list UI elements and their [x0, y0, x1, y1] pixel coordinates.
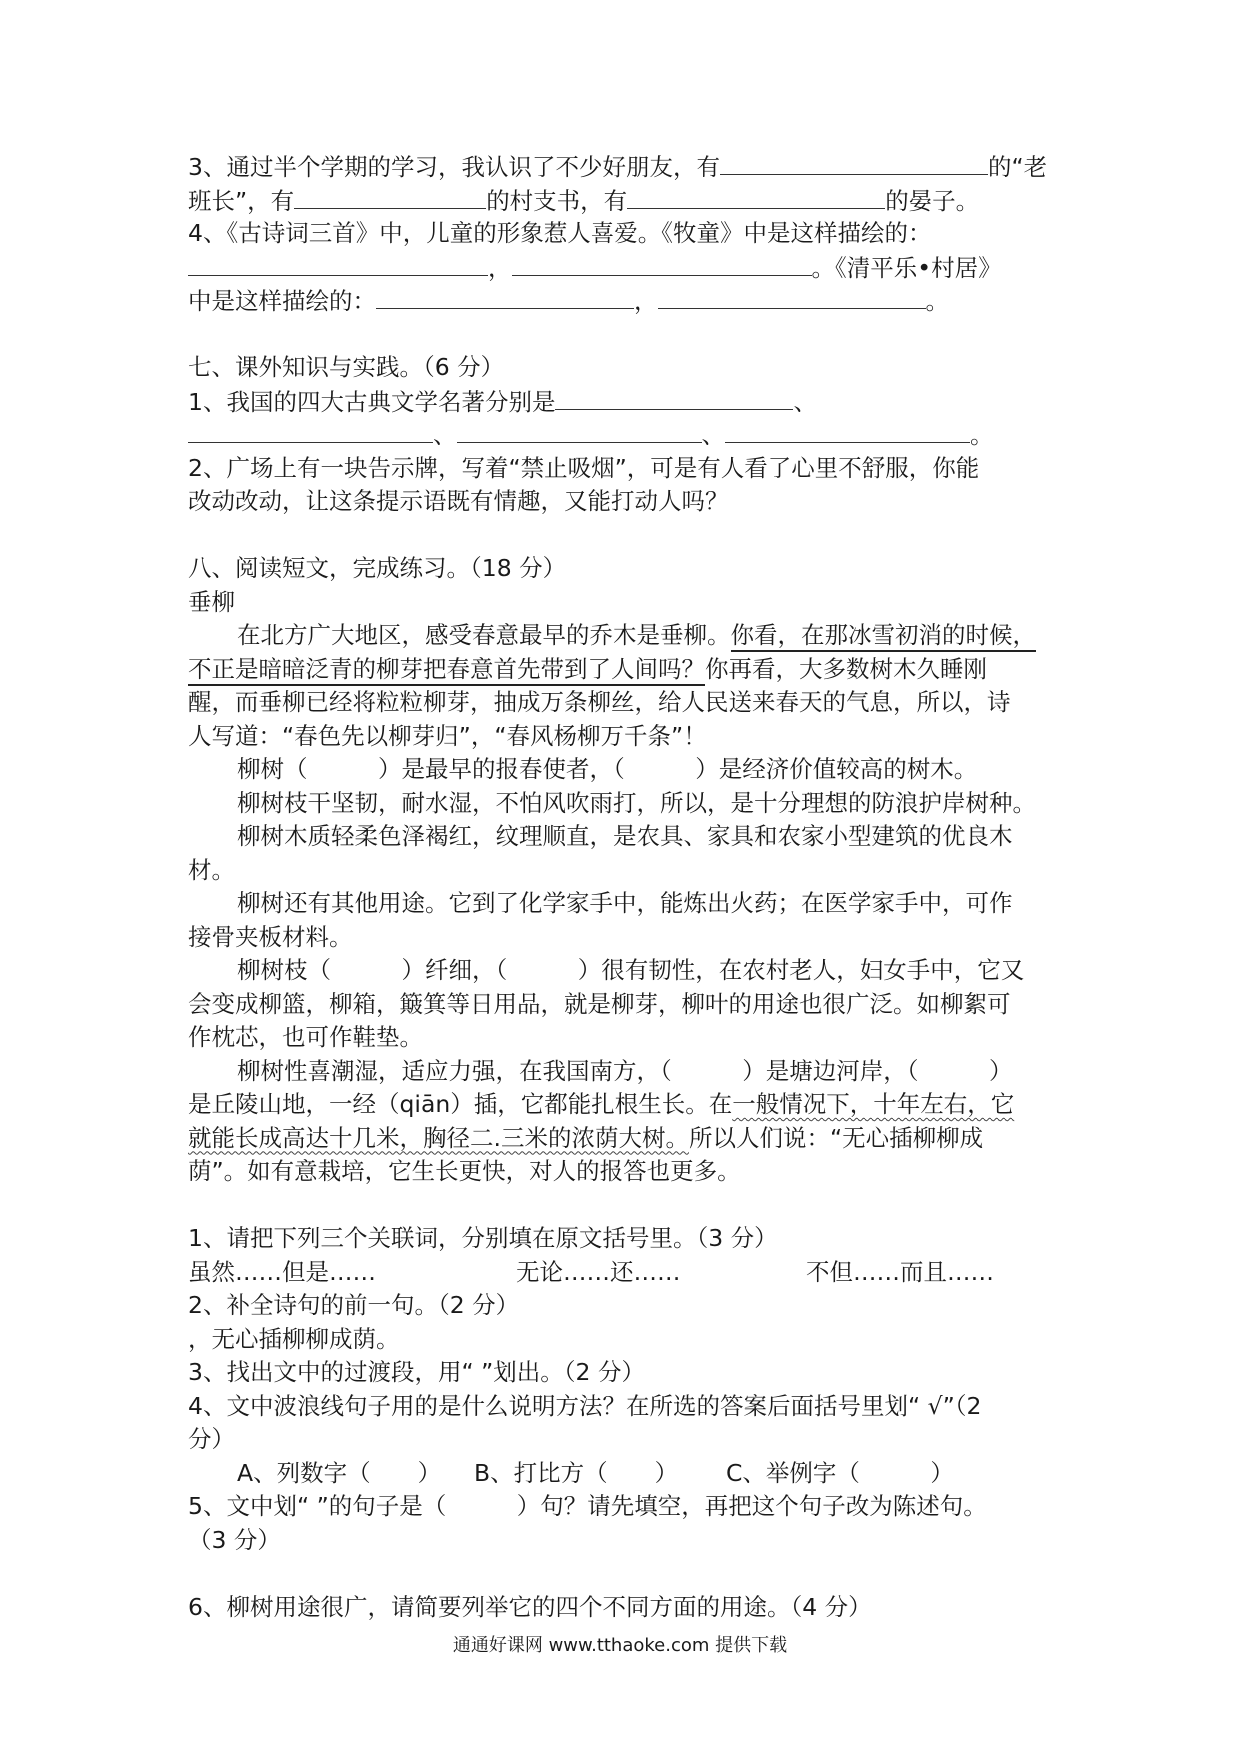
q4-line-1 [188, 217, 1058, 251]
q4-comma: ， [488, 253, 512, 282]
p7-wavy-a: 一般情况下，十年左右，它 [732, 1090, 1015, 1118]
passage-p1-line-1 [188, 619, 1058, 653]
section-8-heading: 八、阅读短文，完成练习。（18 分） [188, 554, 567, 582]
passage-p7-line-2 [188, 1088, 1058, 1122]
sec7-q1-text: 1、我国的四大古典文学名著分别是 [188, 387, 556, 416]
question-4-line-2: 分） [188, 1425, 235, 1453]
passage-title: 垂柳 [188, 587, 235, 616]
p7-wavy-b: 就能长成高达十几米，胸径二.三米的浓荫大树。 [188, 1123, 689, 1152]
q4-text-b: 。《清平乐•村居》 [811, 253, 1002, 282]
exam-content [188, 150, 1058, 1624]
q1-option-1: 虽然……但是…… [188, 1257, 376, 1286]
q4-blank-3[interactable] [376, 284, 634, 309]
p7-text-a: 是丘陵山地，一经（qiān）插，它都能扎根生长。在 [188, 1090, 733, 1118]
q4-text-a: 4、《古诗词三首》中，儿童的形象惹人喜爱。《牧童》中是这样描绘的： [188, 219, 932, 247]
question-2-line: ，无心插柳柳成荫。 [188, 1324, 400, 1353]
question-1: 1、请把下列三个关联词，分别填在原文括号里。（3 分） [188, 1224, 778, 1252]
q4-comma-2: ， [634, 287, 658, 315]
question-6: 6、柳树用途很广，请简要列举它的四个不同方面的用途。（4 分） [188, 1592, 872, 1621]
question-5-line-2: （3 分） [188, 1525, 281, 1554]
q3-text-b: 的“老 [987, 153, 1048, 181]
q4-blank-4[interactable] [658, 284, 926, 309]
passage-p1-line-3: 醒，而垂柳已经将粒粒柳芽，抽成万条柳丝，给人民送来春天的气息，所以，诗 [188, 688, 1011, 716]
q3-text-d: 的村支书，有 [486, 186, 628, 215]
sec7-q1-blank-2[interactable] [188, 418, 433, 443]
q4-text-c: 中是这样描绘的： [188, 287, 376, 315]
passage-p1-line-2 [188, 653, 1058, 687]
p1-underlined-b: 不正是暗暗泛青的柳芽把春意首先带到了人间吗？ [188, 655, 705, 686]
p1-text-b: 你再看，大多数树木久睡刚 [705, 654, 987, 683]
q3-blank-1[interactable] [720, 150, 988, 175]
q3-text-e: 的晏子。 [885, 186, 980, 215]
passage-p2: 柳树（ ）是最早的报春使者，（ ）是经济价值较高的树木。 [237, 755, 978, 783]
sec7-q2-line-2: 改动改动，让这条提示语既有情趣，又能打动人吗？ [188, 487, 729, 515]
sec7-q1-period: 。 [970, 421, 994, 449]
sec7-q1-dun-2: 、 [433, 421, 457, 449]
passage-p7-line-4: 荫”。如有意栽培，它生长更快，对人的报答也更多。 [188, 1157, 741, 1185]
passage-p7-line-1: 柳树性喜潮湿，适应力强，在我国南方，（ ）是塘边河岸，（ ） [237, 1056, 1013, 1085]
q4-option-b[interactable]: B、打比方（ ） [474, 1458, 679, 1487]
passage-p5-line-2: 接骨夹板材料。 [188, 922, 353, 951]
question-1-options [188, 1256, 1058, 1290]
question-3: 3、找出文中的过渡段，用“ ”划出。（2 分） [188, 1358, 645, 1386]
question-4-options [188, 1457, 1058, 1491]
passage-p3: 柳树枝干坚韧，耐水湿，不怕风吹雨打，所以，是十分理想的防浪护岸树种。 [237, 788, 1036, 817]
question-5-line-1: 5、文中划“ ”的句子是（ ）句？请先填空，再把这个句子改为陈述句。 [188, 1492, 987, 1520]
q3-line-2 [188, 184, 1058, 218]
passage-p4-line-2: 材。 [188, 855, 235, 884]
q4-line-2 [188, 251, 1058, 285]
q1-option-2: 无论……还…… [516, 1257, 681, 1286]
passage-p6-line-2: 会变成柳篮，柳箱，簸箕等日用品，就是柳芽，柳叶的用途也很广泛。如柳絮可 [188, 989, 1011, 1018]
p7-text-b: 所以人们说：“无心插柳柳成 [688, 1123, 984, 1152]
passage-p4-line-1: 柳树木质轻柔色泽褐红，纹理顺直，是农具、家具和农家小型建筑的优良木 [237, 822, 1013, 850]
section-7-heading: 七、课外知识与实践。（6 分） [188, 353, 505, 381]
p1-text-a: 在北方广大地区，感受春意最早的乔木是垂柳。 [237, 621, 731, 649]
sec7-q1-blank-1[interactable] [555, 385, 793, 410]
q3-text-c: 班长”，有 [188, 186, 295, 215]
sec7-q1-dun-3: 、 [701, 421, 725, 449]
q3-blank-3[interactable] [627, 184, 885, 209]
sec7-q1-blank-3[interactable] [457, 418, 702, 443]
question-2: 2、补全诗句的前一句。（2 分） [188, 1291, 520, 1319]
q3-text-a: 3、通过半个学期的学习，我认识了不少好朋友，有 [188, 153, 720, 181]
sec7-q1-blank-4[interactable] [725, 418, 970, 443]
passage-p6-line-3: 作枕芯，也可作鞋垫。 [188, 1023, 423, 1051]
passage-p5-line-1: 柳树还有其他用途。它到了化学家手中，能炼出火药；在医学家手中，可作 [237, 889, 1013, 917]
q4-option-c[interactable]: C、举例字（ ） [726, 1458, 954, 1487]
q4-blank-2[interactable] [512, 251, 812, 276]
sec7-q1-line-2 [188, 418, 1058, 452]
passage-p6-line-1: 柳树枝（ ）纤细，（ ）很有韧性，在农村老人，妇女手中，它又 [237, 956, 1025, 984]
q4-period: 。 [925, 287, 949, 315]
question-4-line-1: 4、文中波浪线句子用的是什么说明方法？在所选的答案后面括号里划“ √”（2 [188, 1391, 982, 1420]
q3-line-1 [188, 150, 1058, 184]
passage-p7-line-3 [188, 1122, 1058, 1156]
q4-line-3 [188, 284, 1058, 318]
passage-p1-line-4: 人写道：“春色先以柳芽归”，“春风杨柳万千条”！ [188, 721, 707, 750]
q4-blank-1[interactable] [188, 251, 488, 276]
p1-underlined-a: 你看，在那冰雪初消的时候， [731, 621, 1037, 652]
q3-blank-2[interactable] [294, 184, 486, 209]
sec7-q1-line-1 [188, 385, 1058, 419]
sec7-q1-dun-1: 、 [793, 387, 817, 416]
sec7-q2-line-1: 2、广场上有一块告示牌，写着“禁止吸烟”，可是有人看了心里不舒服，你能 [188, 453, 980, 482]
q4-option-a[interactable]: A、列数字（ ） [237, 1458, 442, 1487]
q1-option-3: 不但……而且…… [806, 1257, 994, 1286]
footer-download-note: 通通好课网 www.tthaoke.com 提供下载 [452, 1635, 788, 1656]
